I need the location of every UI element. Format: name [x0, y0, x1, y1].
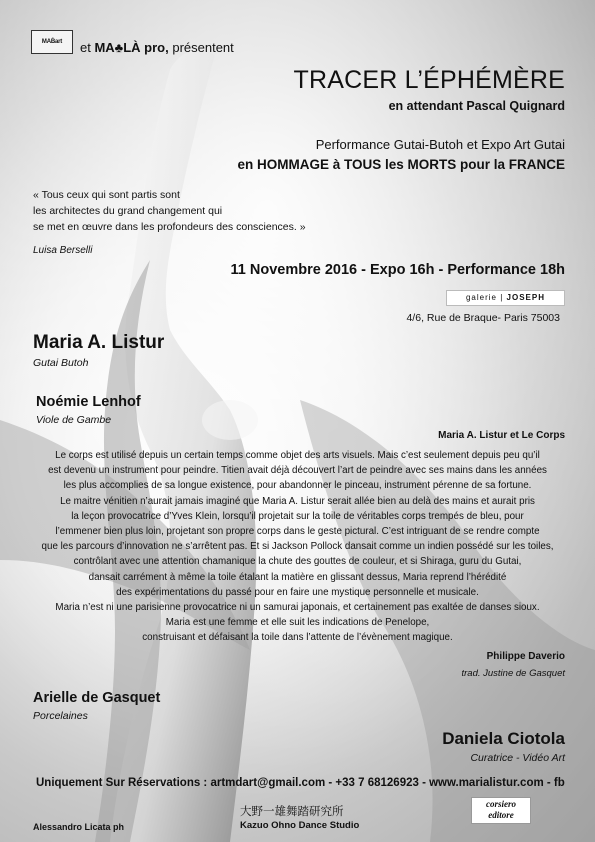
- essay-line: Maria est une femme et elle suit les indications de Penelope,: [165, 617, 430, 629]
- essay-line: Le maitre vénitien n’aurait jamais imaginé que Maria A. Listur serait allée bien au delà des mains et aurait pris: [60, 495, 535, 507]
- artist-name-lenhof: Noémie Lenhof: [36, 394, 141, 410]
- essay-signature: Philippe Daverio: [486, 651, 565, 662]
- reservation-line: Uniquement Sur Réservations : artmdart@gmail.com - +33 7 68126923 - www.marialistur.com - fb: [36, 777, 565, 789]
- gallery-logo-right: JOSEPH: [506, 293, 545, 302]
- essay-text: [22, 448, 573, 646]
- event-date: 11 Novembre 2016 - Expo 16h - Performance 18h: [230, 262, 565, 278]
- essay-line: des expérimentations du passé pour en faire une mystique personnelle et musicale.: [116, 586, 479, 598]
- maart-logo: MAḂart: [31, 30, 73, 54]
- gallery-address: 4/6, Rue de Braque- Paris 75003: [406, 312, 560, 324]
- event-title: TRACER L’ÉPHÉMÈRE: [293, 66, 565, 94]
- essay-line: Le corps est utilisé depuis un certain temps comme objet des arts visuels. Mais c’est seulement depuis peu qu’il: [55, 450, 540, 461]
- artist-name-gasquet: Arielle de Gasquet: [33, 690, 161, 706]
- publisher-line: corsiero: [486, 799, 516, 809]
- essay-line: la leçon provocatrice d’Yves Klein, lorsqu’il projetait sur la toile de véritables corps trempés de bleu, pour: [71, 510, 524, 522]
- artist-name-listur: Maria A. Listur: [33, 332, 165, 353]
- essay-line: Maria n’est ni une parisienne provocatrice ni un samurai japonais, et certainement pas exaltée de danses sioux.: [55, 602, 540, 614]
- artist-role-ciotola: Curatrice - Vidéo Art: [470, 752, 565, 764]
- quote-line: se met en œuvre dans les profondeurs des consciences. »: [33, 221, 306, 233]
- photo-credit: Alessandro Licata ph: [33, 822, 125, 832]
- artist-name-ciotola: Daniela Ciotola: [442, 729, 565, 748]
- artist-role-lenhof: Viole de Gambe: [36, 414, 112, 426]
- presents-prefix: et: [80, 40, 91, 55]
- quote-line: les architectes du grand changement qui: [33, 205, 223, 217]
- presents-brand: MA♣LÀ pro,: [94, 40, 169, 55]
- essay-line: dansait carrément à même la toile étalant la matière en glissant dessus, Maria reprend l’hérédité: [88, 571, 507, 583]
- quote-block: [33, 187, 306, 235]
- gallery-logo-left: galerie: [465, 293, 497, 302]
- artist-role-gasquet: Porcelaines: [33, 710, 88, 722]
- presents-line: [80, 40, 234, 55]
- publisher-logo: [471, 797, 531, 824]
- kazuo-ohno-kanji: 大野一雄舞踏研究所: [240, 806, 344, 818]
- essay-title: Maria A. Listur et Le Corps: [438, 430, 565, 441]
- essay-line: construisant et défaisant la toile dans l’attente de l’évènement magique.: [142, 632, 453, 644]
- gallery-logo: galerie | JOSEPH: [446, 290, 565, 306]
- artist-role-listur: Gutai Butoh: [33, 357, 89, 369]
- essay-line: que les parcours d’innovation ne s’arrêtent pas. Et si Jackson Pollock dansait comme un indien possédé sur les toiles,: [41, 541, 554, 553]
- quote-author: Luisa Berselli: [33, 245, 93, 256]
- performance-line: Performance Gutai-Butoh et Expo Art Gutai: [315, 137, 565, 152]
- event-subtitle: en attendant Pascal Quignard: [388, 99, 565, 113]
- presents-suffix: présentent: [172, 40, 234, 55]
- publisher-line: editore: [488, 810, 514, 820]
- essay-line: est devenu un instrument pour peindre. Titien avait déjà découvert l’art de peindre avec ses mains dans les années: [48, 465, 547, 477]
- kazuo-ohno-studio: Kazuo Ohno Dance Studio: [240, 820, 360, 831]
- essay-line: contrôlant avec une attention chamanique la chute des gouttes de couleur, et si Shiraga, guru du Gutai,: [73, 556, 522, 568]
- hommage-line: en HOMMAGE à TOUS les MORTS pour la FRANCE: [237, 157, 565, 172]
- essay-translation: trad. Justine de Gasquet: [461, 668, 565, 679]
- essay-line: les plus accomplies de sa longue existence, pour abandonner le pinceau, instrument pérenne de sa fortune.: [63, 480, 532, 492]
- essay-line: l’emmener bien plus loin, projetant son propre corps dans le geste pictural. C’est intriguant de se rendre compte: [55, 526, 540, 538]
- quote-line: « Tous ceux qui sont partis sont: [33, 189, 180, 201]
